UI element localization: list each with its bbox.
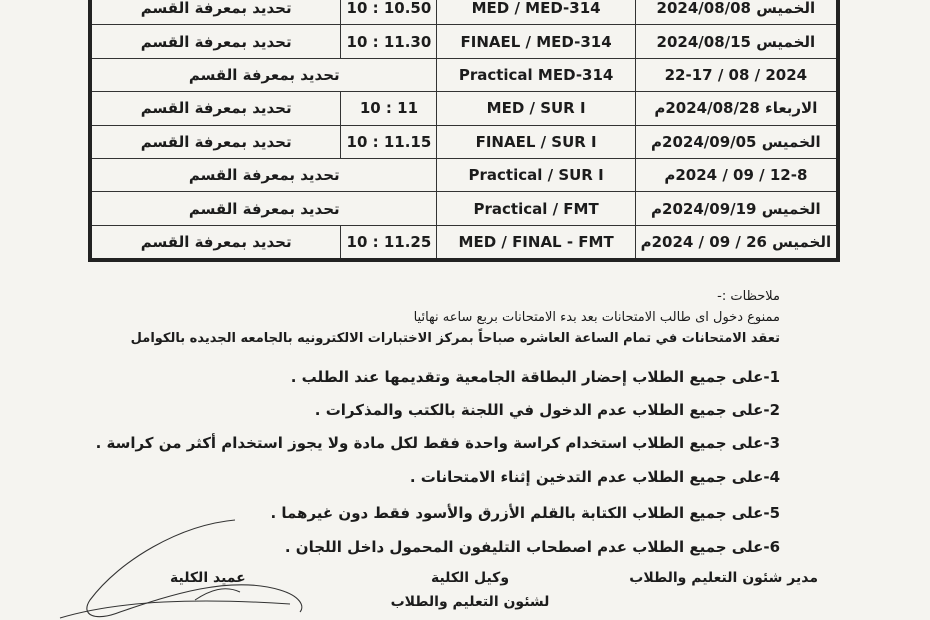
note-cell: تحديد بمعرفة القسم xyxy=(90,125,341,158)
date-cell: الاربعاء 2024/08/28م xyxy=(635,92,838,125)
subject-cell: FINAEL / SUR I xyxy=(437,125,635,158)
exam-time-note: تعقد الامتحانات في تمام الساعة العاشره صباحاً بمركز الاختبارات الالكترونيه بالجامعه الجديده بالكوامل xyxy=(130,331,780,346)
note-cell: تحديد بمعرفة القسم xyxy=(90,25,341,58)
time-cell: 10 : 11 xyxy=(341,92,437,125)
subject-cell: MED / SUR I xyxy=(437,92,635,125)
time-cell: 10 : 11.30 xyxy=(341,25,437,58)
date-cell: 12-8 / 09 / 2024م xyxy=(635,158,838,191)
time-cell: 10 : 11.25 xyxy=(341,225,437,260)
note-cell: تحديد بمعرفة القسم xyxy=(90,0,341,25)
dean-signature-label: عميد الكلية xyxy=(170,570,246,586)
date-cell: الخميس 2024/09/19م xyxy=(635,192,838,225)
subject-cell: MED / MED-314 xyxy=(437,0,635,25)
rule-item: 2-على جميع الطلاب عدم الدخول في اللجنة بالكتب والمذكرات . xyxy=(314,401,780,419)
late-entry-note: ممنوع دخول اى طالب الامتحانات بعد بدء الامتحانات بربع ساعه نهائيا xyxy=(413,310,780,325)
vice-dean-signature-sublabel: لشئون التعليم والطلاب xyxy=(390,594,550,610)
note-cell: تحديد بمعرفة القسم xyxy=(90,225,341,260)
subject-cell: MED / FINAL - FMT xyxy=(437,225,635,260)
time-cell: 10 : 10.50 xyxy=(341,0,437,25)
date-cell: الخميس 2024/09/05م xyxy=(635,125,838,158)
note-cell: تحديد بمعرفة القسم xyxy=(90,58,437,91)
date-cell: 2024 / 08 / 22-17 xyxy=(635,58,838,91)
date-cell: الخميس 2024/08/15 xyxy=(635,25,838,58)
director-signature-label: مدير شئون التعليم والطلاب xyxy=(629,570,818,586)
subject-cell: Practical / SUR I xyxy=(437,158,635,191)
rule-item: 6-على جميع الطلاب عدم اصطحاب التليفون المحمول داخل اللجان . xyxy=(284,538,780,556)
time-cell: 10 : 11.15 xyxy=(341,125,437,158)
rule-item: 3-على جميع الطلاب استخدام كراسة واحدة فقط لكل مادة ولا يجوز استخدام أكثر من كراسة . xyxy=(95,434,780,452)
vice-dean-signature-label: وكيل الكلية xyxy=(430,570,510,586)
rule-item: 1-على جميع الطلاب إحضار البطاقة الجامعية وتقديمها عند الطلب . xyxy=(290,368,780,386)
date-cell: الخميس 26 / 09 / 2024م xyxy=(635,225,838,260)
note-cell: تحديد بمعرفة القسم xyxy=(90,92,341,125)
subject-cell: Practical MED-314 xyxy=(437,58,635,91)
subject-cell: FINAEL / MED-314 xyxy=(437,25,635,58)
note-cell: تحديد بمعرفة القسم xyxy=(90,192,437,225)
notes-heading: ملاحظات :- xyxy=(717,289,780,304)
rule-item: 5-على جميع الطلاب الكتابة بالقلم الأزرق والأسود فقط دون غيرهما . xyxy=(270,504,780,522)
subject-cell: Practical / FMT xyxy=(437,192,635,225)
rule-item: 4-على جميع الطلاب عدم التدخين إثناء الامتحانات . xyxy=(409,468,780,486)
date-cell: الخميس 2024/08/08 xyxy=(635,0,838,25)
note-cell: تحديد بمعرفة القسم xyxy=(90,158,437,191)
